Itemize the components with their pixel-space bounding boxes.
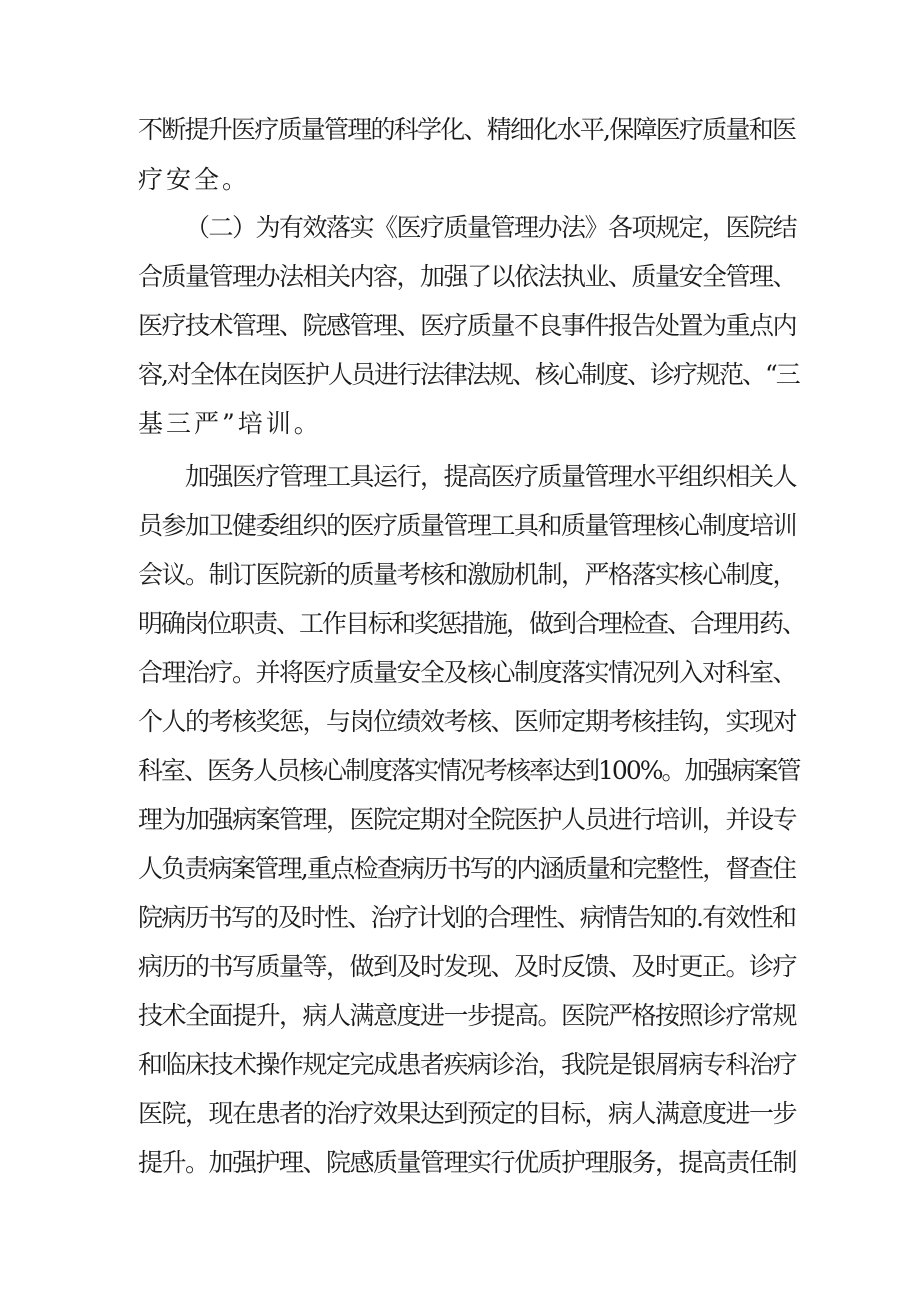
text-line: 和临床技术操作规定完成患者疾病诊治，我院是银屑病专科治疗 [138, 1050, 797, 1079]
text-line: 理为加强病案管理，医院定期对全院医护人员进行培训，并设专 [138, 805, 797, 834]
text-line: 明确岗位职责、工作目标和奖惩措施，做到合理检查、合理用药、 [138, 609, 806, 638]
text-line: 会议。制订医院新的质量考核和激励机制，严格落实核心制度， [138, 560, 797, 589]
text-line: 医院，现在患者的治疗效果达到预定的目标，病人满意度进一步 [138, 1099, 797, 1128]
text-line: 提升。加强护理、院感质量管理实行优质护理服务，提高责任制 [138, 1148, 797, 1177]
text-line: 人负责病案管理,重点检查病历书写的内涵质量和完整性，督查住 [138, 854, 796, 883]
text-line: 科室、医务人员核心制度落实情况考核率达到100%。加强病案管 [138, 756, 800, 785]
text-line: 院病历书写的及时性、治疗计划的合理性、病情告知的.有效性和 [138, 903, 796, 932]
text-line: 合质量管理办法相关内容，加强了以依法执业、质量安全管理、 [138, 262, 797, 291]
text-line: 合理治疗。并将医疗质量安全及核心制度落实情况列入对科室、 [138, 658, 797, 687]
text-line: 病历的书写质量等，做到及时发现、及时反馈、及时更正。诊疗 [138, 952, 797, 981]
text-line: 不断提升医疗质量管理的科学化、精细化水平,保障医疗质量和医 [138, 115, 796, 144]
text-line: 医疗技术管理、院感管理、医疗质量不良事件报告处置为重点内 [138, 311, 797, 340]
text-line: 加强医疗管理工具运行，提高医疗质量管理水平组织相关人 [185, 462, 797, 491]
text-line: 基三严”培训。 [138, 409, 322, 438]
text-line: 容,对全体在岗医护人员进行法律法规、核心制度、诊疗规范、“三 [138, 360, 799, 389]
text-line: 个人的考核奖惩，与岗位绩效考核、医师定期考核挂钩，实现对 [138, 707, 797, 736]
text-line: 技术全面提升，病人满意度进一步提高。医院严格按照诊疗常规 [138, 1001, 797, 1030]
text-line: 疗安全。 [138, 165, 251, 194]
text-line: 员参加卫健委组织的医疗质量管理工具和质量管理核心制度培训 [138, 511, 797, 540]
text-line: （二）为有效落实《医疗质量管理办法》各项规定，医院结 [185, 213, 797, 242]
